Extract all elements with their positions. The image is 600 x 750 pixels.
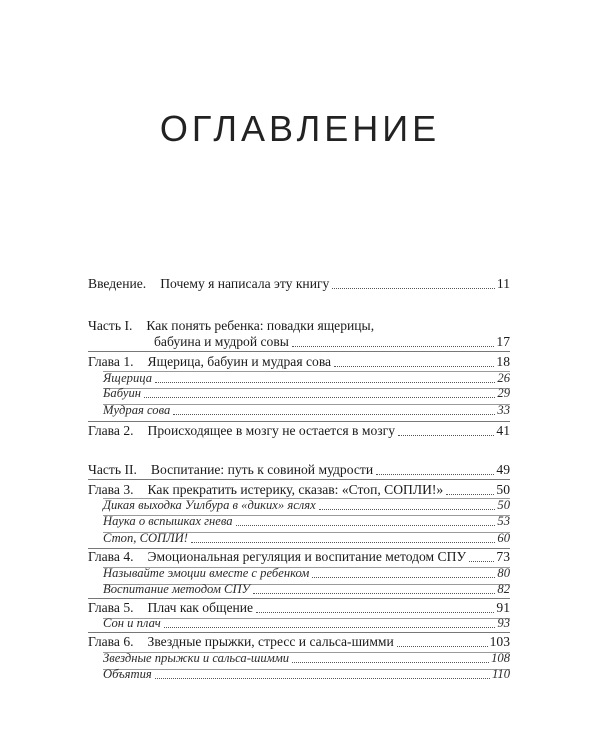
leader-dots — [253, 592, 495, 594]
toc-entry-section — [88, 581, 510, 597]
toc-entry-section — [88, 370, 510, 386]
toc-entry-title: Стоп, СОПЛИ! — [103, 531, 188, 545]
toc-entry-page: 80 — [497, 566, 510, 580]
toc-entry-page: 29 — [497, 386, 510, 400]
divider — [88, 598, 510, 599]
toc-entry-section — [88, 385, 510, 401]
toc-entry-chapter-2 — [88, 423, 510, 439]
toc-entry-section — [88, 497, 510, 513]
toc-entry-page: 49 — [496, 462, 510, 477]
toc-entry-title: Бабуин — [103, 386, 142, 400]
toc-entry-title: Воспитание: путь к совиной мудрости — [150, 462, 374, 477]
toc-entry-chapter-5 — [88, 600, 510, 616]
leader-dots — [319, 508, 496, 510]
toc-entry-section — [88, 615, 510, 631]
toc-entry-title: Воспитание методом СПУ — [103, 582, 251, 596]
toc-entry-page: 103 — [489, 634, 510, 649]
toc-entry-title: Объятия — [103, 667, 152, 681]
toc-entry-page: 41 — [496, 423, 510, 438]
leader-dots — [397, 645, 488, 647]
leader-dots — [376, 473, 494, 475]
toc-entry-section — [88, 565, 510, 581]
toc-entry-title: Плач как общение — [147, 600, 254, 615]
toc-entry-introduction — [88, 276, 510, 292]
leader-dots — [256, 611, 494, 613]
toc-entry-label: Глава 4. — [88, 549, 134, 564]
toc-entry-title: Ящерица — [103, 371, 153, 385]
toc-entry-page: 50 — [496, 482, 510, 497]
toc-entry-page: 60 — [497, 531, 510, 545]
leader-dots — [398, 434, 494, 436]
toc-entry-title: Происходящее в мозгу не остается в мозгу — [147, 423, 396, 438]
toc-entry-section — [88, 650, 510, 666]
toc-entry-title: Называйте эмоции вместе с ребенком — [103, 566, 310, 580]
toc-entry-section — [88, 513, 510, 529]
toc-entry-page: 53 — [497, 514, 510, 528]
divider — [88, 632, 510, 633]
toc-entry-title: Звездные прыжки и сальса-шимми — [103, 651, 290, 665]
toc-entry-part-2 — [88, 462, 510, 478]
leader-dots — [312, 576, 495, 578]
toc-entry-label: Глава 2. — [88, 423, 134, 438]
toc-entry-page: 50 — [497, 498, 510, 512]
toc-entry-label: Глава 1. — [88, 354, 134, 369]
leader-dots — [155, 381, 495, 383]
toc-entry-label: Введение. — [88, 276, 147, 291]
leader-dots — [155, 677, 490, 679]
toc-entry-title: Эмоциональная регуляция и воспитание методом СПУ — [147, 549, 467, 564]
toc-entry-page: 73 — [496, 549, 510, 564]
leader-dots — [164, 626, 496, 628]
toc-entry-page: 18 — [496, 354, 510, 369]
divider — [88, 351, 510, 352]
toc-entry-part-1 — [88, 318, 510, 334]
toc-entry-label: Глава 6. — [88, 634, 134, 649]
toc-entry-title: Звездные прыжки, стресс и сальса-шимми — [147, 634, 394, 649]
toc-entry-page: 26 — [497, 371, 510, 385]
toc-entry-title: Наука о вспышках гнева — [103, 514, 233, 528]
toc-entry-section — [88, 666, 510, 682]
toc-entry-title: Ящерица, бабуин и мудрая сова — [147, 354, 332, 369]
toc-entry-chapter-6 — [88, 634, 510, 650]
toc-entry-section — [88, 530, 510, 546]
toc-entry-label: Глава 5. — [88, 600, 134, 615]
toc-entry-title: Сон и плач — [103, 616, 161, 630]
leader-dots — [173, 413, 495, 415]
leader-dots — [236, 524, 496, 526]
toc-entry-chapter-1 — [88, 354, 510, 370]
leader-dots — [191, 541, 495, 543]
toc-entry-title: бабуина и мудрой совы — [154, 334, 289, 349]
toc-entry-title: Как прекратить истерику, сказав: «Стоп, СОПЛИ!» — [147, 482, 444, 497]
toc-entry-page: 108 — [491, 651, 510, 665]
toc-entry-label: Глава 3. — [88, 482, 134, 497]
toc-entry-page: 17 — [496, 334, 510, 349]
toc-entry-page: 82 — [497, 582, 510, 596]
toc-entry-chapter-3 — [88, 482, 510, 498]
toc-entry-page: 11 — [496, 276, 510, 291]
leader-dots — [292, 661, 489, 663]
toc-entry-label: Часть I. — [88, 318, 133, 333]
toc-entry-title: Как понять ребенка: повадки ящерицы, — [146, 318, 375, 333]
toc-entry-page: 93 — [497, 616, 510, 630]
page-title: ОГЛАВЛЕНИЕ — [159, 108, 441, 149]
leader-dots — [469, 560, 494, 562]
toc-entry-label: Часть II. — [88, 462, 137, 477]
divider — [88, 479, 510, 480]
leader-dots — [144, 396, 495, 398]
toc-entry-title: Почему я написала эту книгу — [160, 276, 330, 291]
toc-entry-chapter-4 — [88, 549, 510, 565]
leader-dots — [332, 287, 495, 289]
toc-entry-page: 33 — [497, 403, 510, 417]
toc-entry-title: Мудрая сова — [103, 403, 171, 417]
toc-entry-page: 91 — [496, 600, 510, 615]
toc-entry-section — [88, 402, 510, 418]
divider — [88, 421, 510, 422]
toc-entry-page: 110 — [492, 667, 510, 681]
toc-entry-title: Дикая выходка Уилбура в «диких» яслях — [103, 498, 316, 512]
leader-dots — [446, 493, 494, 495]
leader-dots — [292, 345, 494, 347]
leader-dots — [334, 365, 494, 367]
toc-entry-part-1-cont — [88, 334, 510, 350]
